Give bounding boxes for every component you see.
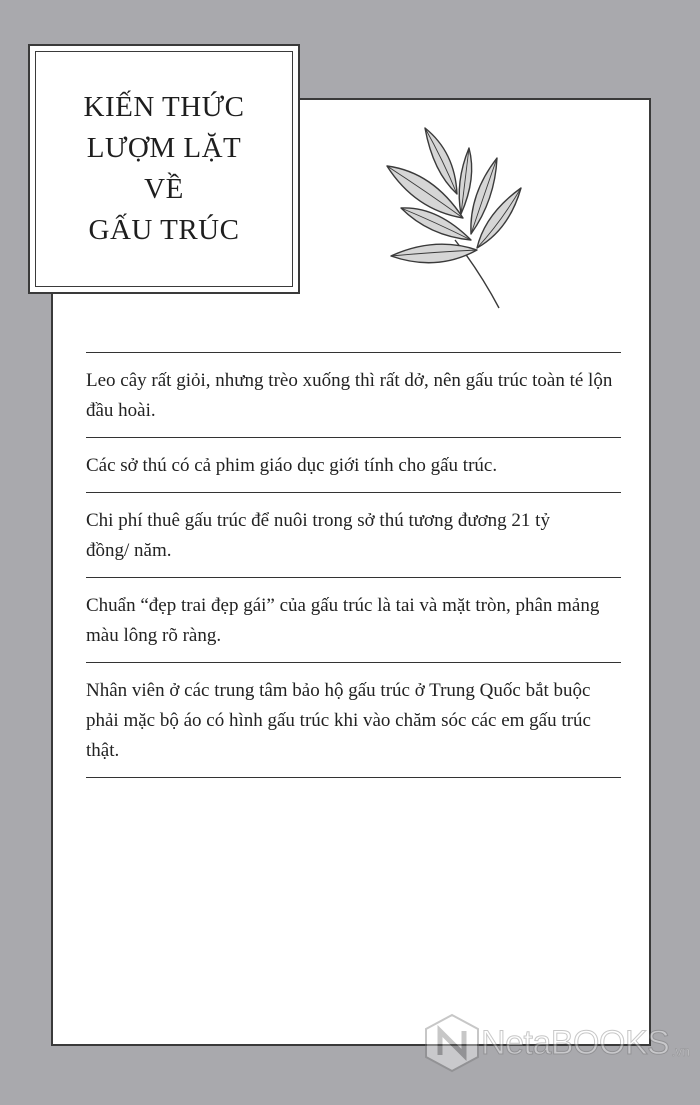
fact-item: Nhân viên ở các trung tâm bảo hộ gấu trúc ở Trung Quốc bắt buộc phải mặc bộ áo có hình gấu trúc khi vào chăm sóc các em gấu trúc thật. (86, 680, 591, 761)
fact-item: Chi phí thuê gấu trúc để nuôi trong sở thú tương đương 21 tỷ đồng/ năm. (86, 510, 550, 561)
fact-item: Các sở thú có cả phim giáo dục giới tính cho gấu trúc. (86, 455, 498, 476)
title-line-3: VỀ (144, 173, 184, 205)
title-box (28, 44, 300, 294)
watermark-suffix: .vn (671, 1043, 690, 1059)
title-inner-frame (35, 51, 293, 287)
watermark (423, 1013, 690, 1073)
facts-list (86, 352, 621, 778)
divider (86, 777, 621, 778)
title-line-1: KIẾN THỨC (83, 91, 245, 123)
fact-item: Leo cây rất giỏi, nhưng trèo xuống thì rất dở, nên gấu trúc toàn té lộn đầu hoài. (86, 370, 613, 421)
bamboo-leaf-icon (385, 122, 525, 312)
title-line-2: LƯỢM LẶT (86, 132, 242, 164)
watermark-text: NetaBOOKS (481, 1023, 670, 1062)
hexagon-n-logo-icon (423, 1013, 481, 1073)
fact-item: Chuẩn “đẹp trai đẹp gái” của gấu trúc là tai và mặt tròn, phân mảng màu lông rõ ràng. (86, 595, 600, 646)
title-line-4: GẤU TRÚC (88, 214, 240, 246)
